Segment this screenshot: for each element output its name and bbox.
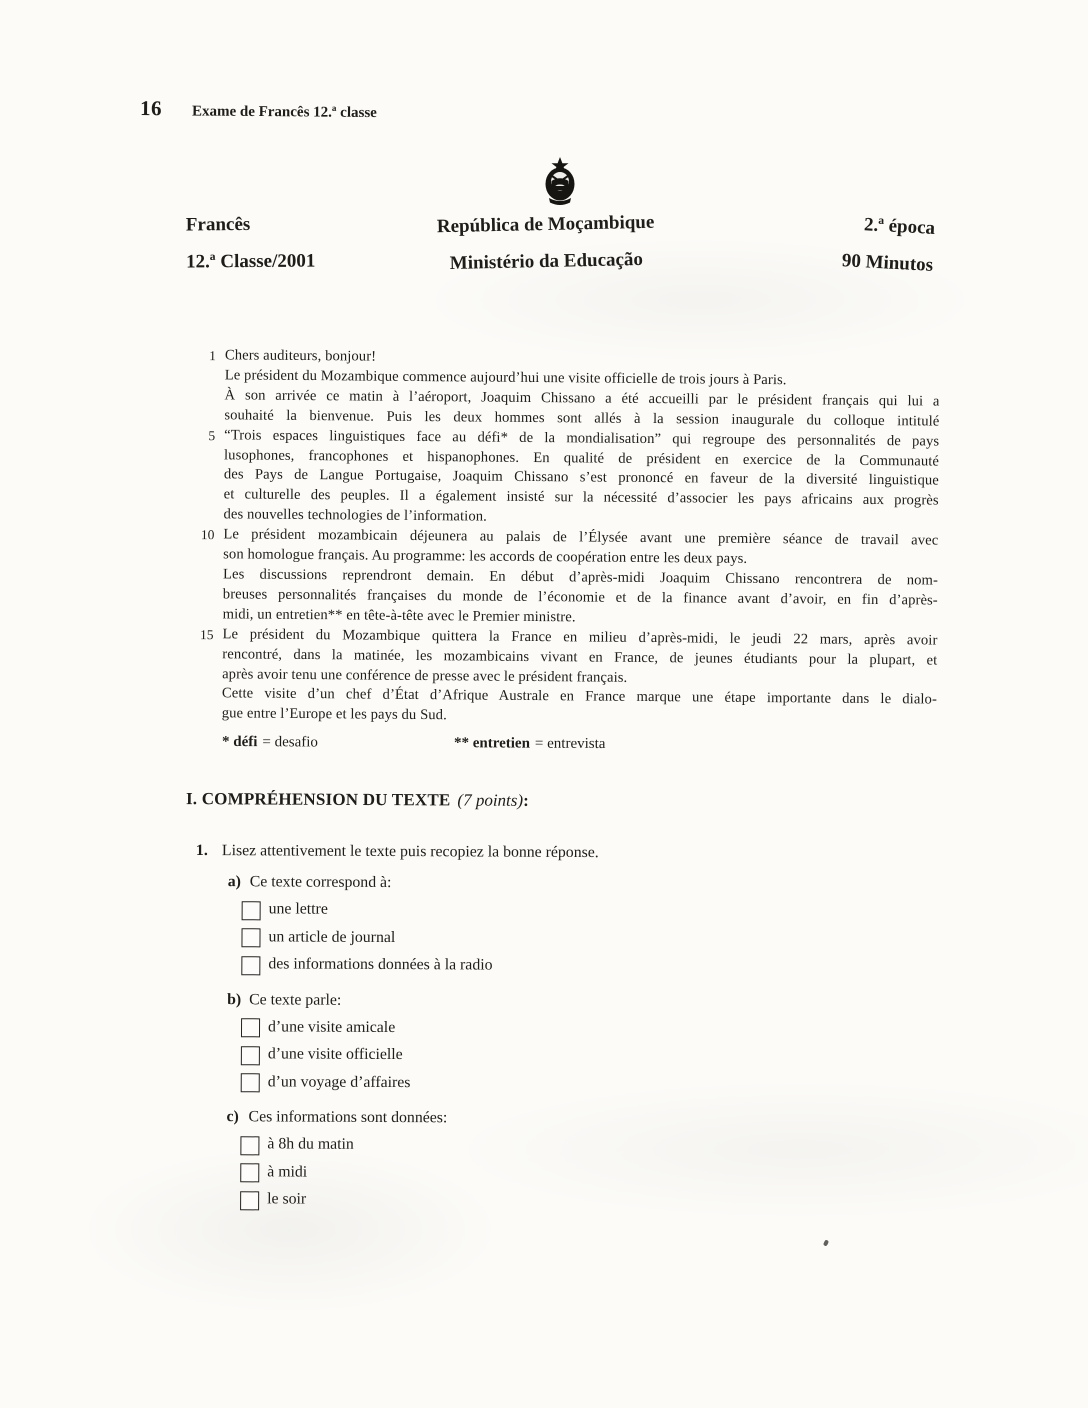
line-number: [187, 446, 224, 466]
subquestion-label: b): [227, 990, 242, 1008]
option-label: d’une visite amicale: [267, 1017, 396, 1036]
footnote-term: ** entretien: [453, 735, 530, 752]
passage-text: gue entre l’Europe et les pays du Sud.: [221, 705, 447, 724]
option-label: un article de journal: [268, 927, 396, 946]
line-number: [187, 406, 224, 426]
masthead-right: [812, 204, 936, 284]
line-number: [186, 605, 223, 625]
answer-option: [241, 1013, 915, 1044]
question-1-block: [194, 842, 916, 1216]
answer-option: [241, 923, 915, 954]
section-title: I. COMPRÉHENSION DU TEXTE: [185, 789, 451, 810]
passage-text: des Pays de Langue Portugaise, Joaquim Chissano s’est prononcé en faveur de la diversité linguistique: [223, 466, 939, 489]
option-label: à 8h du matin: [267, 1135, 354, 1153]
footnote-definition: = entrevista: [534, 735, 606, 753]
line-number: [185, 684, 222, 704]
footnote-entretien: [454, 735, 606, 753]
line-number: [186, 585, 223, 605]
passage-text: et culturelle des peuples. Il a également insisté sur la nécessité d’associer les pays africains aux progrès: [223, 486, 939, 509]
passage-text: des nouvelles technologies de l’information.: [223, 506, 487, 525]
passage-text: Le président mozambicain déjeunera au palais de l’Élysée avant une première séance de travail avec: [223, 526, 939, 549]
answer-option: [240, 1185, 914, 1216]
passage-text: Le président du Mozambique commence aujourd’hui une visite officielle de trois jours à Paris.: [224, 367, 787, 389]
section-colon: :: [523, 790, 529, 810]
masthead-center: [395, 203, 696, 283]
option-label: d’un voyage d’affaires: [267, 1072, 411, 1091]
answer-option: [240, 1158, 914, 1189]
exam-epoch: 2.ª época: [863, 214, 936, 239]
reading-passage: [185, 346, 940, 731]
line-number: [187, 386, 224, 406]
answer-option: [241, 1068, 915, 1099]
option-label: le soir: [267, 1190, 307, 1208]
subquestion-a-head: [228, 869, 916, 899]
answer-option: [240, 1130, 914, 1161]
class-year: 12.ª Classe/2001: [186, 250, 316, 273]
checkbox-icon[interactable]: [241, 928, 260, 947]
vocabulary-footnotes: [222, 734, 606, 753]
masthead-left: [186, 206, 316, 281]
subquestion-prompt: Ces informations sont données:: [248, 1108, 448, 1127]
footnote-defi: [222, 734, 454, 752]
checkbox-icon[interactable]: [241, 1073, 260, 1092]
option-label: une lettre: [268, 900, 328, 918]
page-number: 16: [139, 96, 163, 121]
passage-text: Chers auditeurs, bonjour!: [224, 347, 377, 365]
subquestion-prompt: Ce texte parle:: [249, 990, 342, 1009]
line-number: [185, 664, 222, 684]
subquestion-c-head: [226, 1104, 914, 1134]
passage-text: après avoir tenu une conférence de presse avec le président français.: [222, 665, 628, 686]
answer-option: [242, 895, 916, 926]
option-label: à midi: [267, 1162, 308, 1181]
line-number: [185, 704, 222, 724]
subquestion-b-head: [227, 987, 915, 1017]
question-text: Lisez attentivement le texte puis recopiez la bonne réponse.: [221, 842, 599, 862]
footnote-term: * défi: [221, 733, 258, 751]
answer-option: [241, 1040, 915, 1071]
passage-text: breuses personnalités françaises du monde de l’économie et de la finance avant d’avoir, en fin d’après-: [222, 586, 938, 609]
subquestion-b: [227, 987, 916, 1099]
line-number: [187, 465, 224, 485]
checkbox-icon[interactable]: [241, 956, 260, 975]
country-name: República de Moçambique: [436, 211, 655, 238]
passage-text: Les discussions reprendront demain. En début d’après-midi Joaquim Chissano rencontrera de nom-: [222, 566, 939, 589]
line-number: 1: [209, 348, 216, 364]
checkbox-icon[interactable]: [241, 1046, 260, 1065]
passage-text: son homologue français. Au programme: les accords de coopération entre les deux pays.: [223, 546, 748, 567]
passage-text: “Trois espaces linguistiques face au défi* de la mondialisation” qui regroupe des personnalités de pays: [224, 426, 940, 450]
line-number: [185, 645, 222, 665]
subquestion-prompt: Ce texte correspond à:: [249, 873, 392, 892]
subquestion-label: c): [226, 1108, 239, 1126]
line-number: 10: [200, 527, 215, 543]
passage-text: Le président du Mozambique quittera la France en milieu d’après-midi, le jeudi 22 mars, après avoir: [222, 625, 938, 649]
subquestion-a: [227, 869, 916, 981]
scan-speck: [823, 1239, 829, 1246]
question-1: [196, 842, 916, 864]
checkbox-icon[interactable]: [242, 901, 261, 920]
passage-text: rencontré, dans la matinée, les mozambicains vivant en France, de jeunes étudiants pour la plupart, et: [222, 645, 938, 669]
checkbox-icon[interactable]: [240, 1163, 259, 1182]
passage-text: À son arrivée ce matin à l’aéroport, Joaquim Chissano a été accueilli par le président français qui lui a: [224, 387, 940, 410]
line-number: [186, 565, 223, 585]
running-title: Exame de Francês 12.ª classe: [191, 103, 377, 122]
subject-title: Francês: [185, 214, 251, 236]
line-number: [186, 505, 223, 525]
option-label: des informations données à la radio: [268, 955, 493, 974]
checkbox-icon[interactable]: [240, 1191, 259, 1210]
line-number: 5: [208, 427, 216, 443]
line-number: [188, 366, 225, 386]
option-label: d’une visite officielle: [267, 1045, 403, 1064]
running-header: [140, 96, 377, 123]
checkbox-icon[interactable]: [241, 1018, 260, 1037]
section-heading: [186, 789, 529, 811]
question-number: 1.: [195, 842, 208, 860]
passage-text: Cette visite d’un chef d’État d’Afrique Australe en France marque une étape importante dans le dialo-: [221, 685, 938, 708]
subquestion-c: [226, 1104, 915, 1216]
line-number: 15: [199, 626, 214, 642]
passage-text: midi, un entretien** en tête-à-tête avec le Premier ministre.: [222, 606, 576, 626]
ministry-name: Ministério da Educação: [449, 248, 644, 275]
footnote-definition: = desafio: [262, 734, 318, 751]
line-number: [186, 545, 223, 565]
section-points: (7 points): [457, 790, 524, 810]
subquestion-label: a): [227, 873, 242, 891]
answer-option: [241, 950, 915, 981]
checkbox-icon[interactable]: [240, 1136, 259, 1155]
passage-text: souhaité la bienvenue. Puis les deux hommes sont allés à la session inaugurale du colloque intitulé: [224, 407, 940, 430]
line-number: [187, 485, 224, 505]
passage-text: lusophones, francophones et hispanophones. En qualité de président en exercice de la Communauté: [223, 446, 940, 470]
exam-duration: 90 Minutos: [841, 250, 934, 276]
